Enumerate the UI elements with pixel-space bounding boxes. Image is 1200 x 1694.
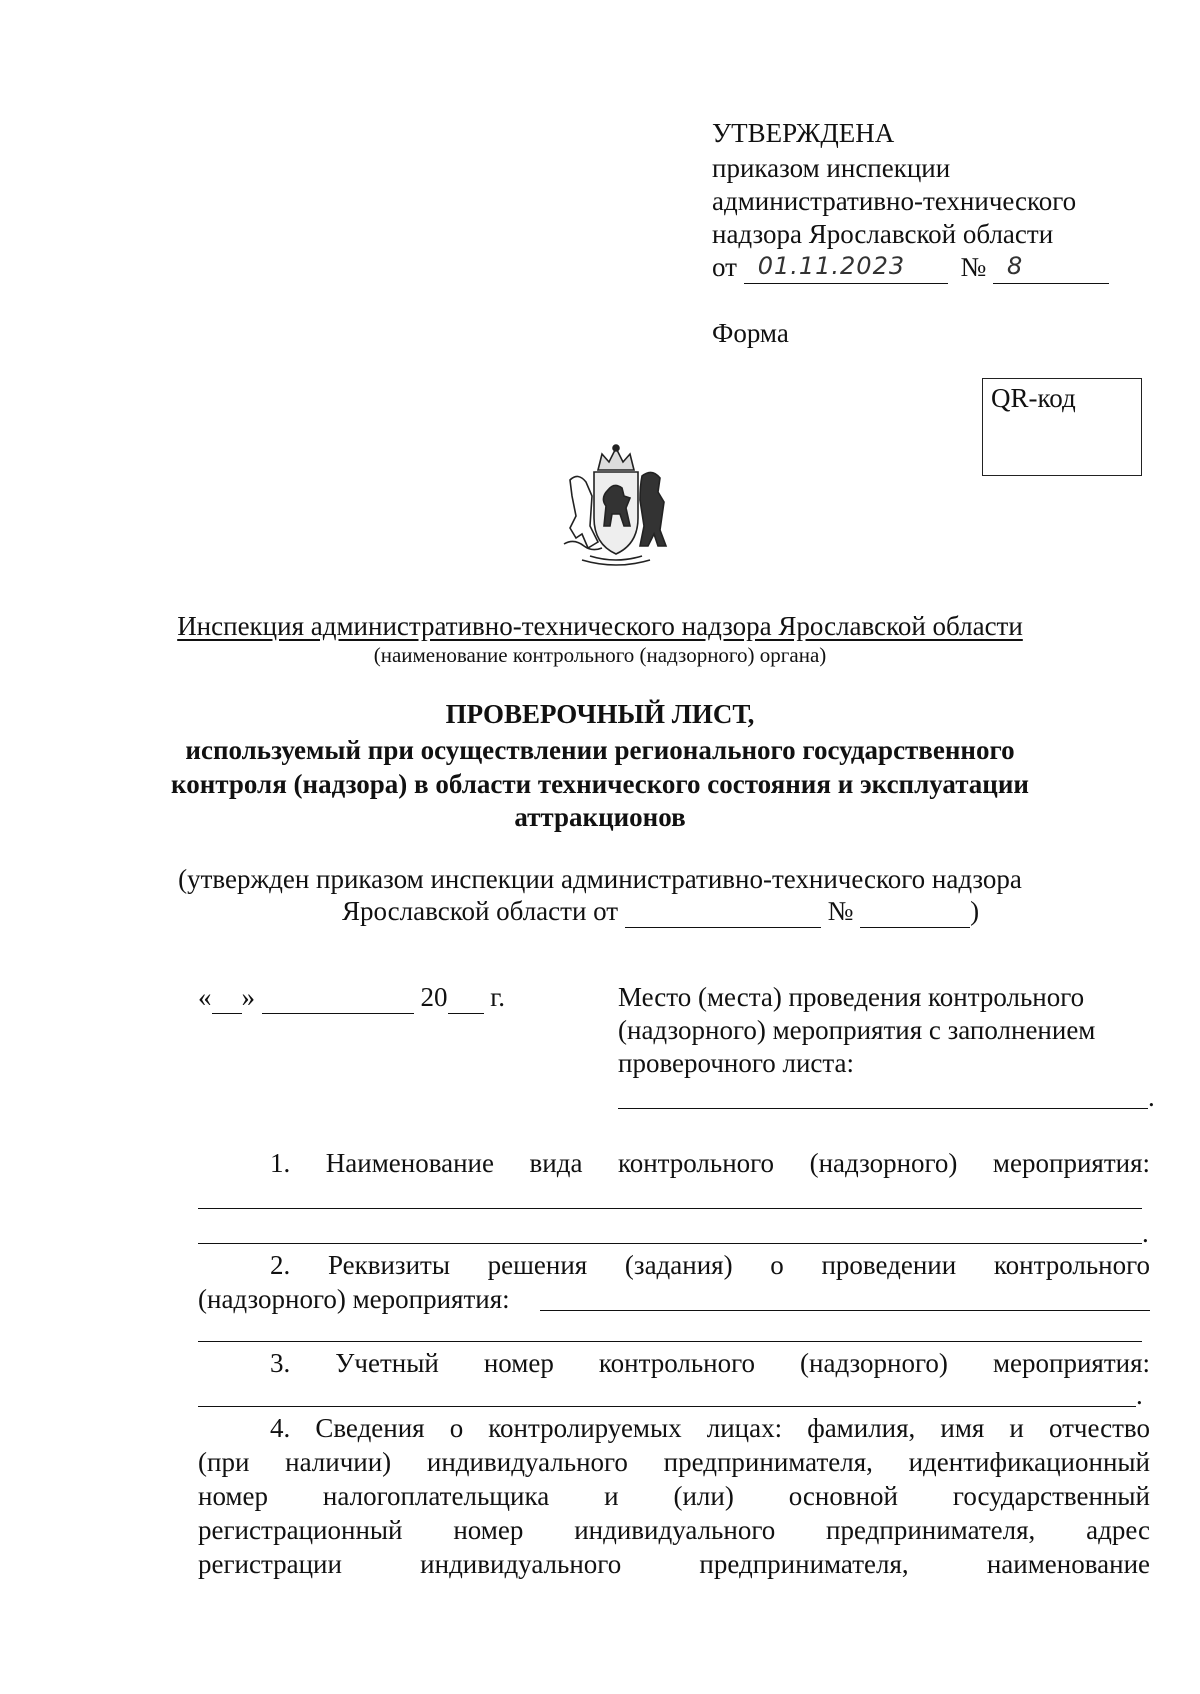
approval-date-field [744,253,948,284]
approved-note-number-blank [860,901,970,928]
place-line-3: проверочного листа: [618,1048,855,1078]
item-1-label: 1. Наименование вида контрольного (надзорного) мероприятия: [270,1148,1150,1178]
approval-date-row [712,250,1109,284]
item-3-label: 3. Учетный номер контрольного (надзорного) мероприятия: [270,1348,1150,1378]
place-blank-line [618,1108,1148,1109]
item-4-line-4: регистрационный номер индивидуального предпринимателя, адрес [198,1515,1150,1545]
item-4-line-1: 4. Сведения о контролируемых лицах: фамилия, имя и отчество [270,1413,1150,1443]
approved-note-date-blank [625,901,821,928]
item-3-period: . [1136,1380,1143,1410]
date-year-prefix: 20 [420,982,448,1012]
date-open-quote: « [198,982,212,1012]
date-year-suffix: г. [490,982,506,1012]
approved-note-line-1: (утвержден приказом инспекции административно-технического надзора [178,864,1022,894]
item-1-blank-line-2 [198,1243,1142,1244]
approval-date-handwritten: 01.11.2023 [757,252,906,280]
approved-note-prefix: Ярославской области от [342,896,619,926]
place-line-2: (надзорного) мероприятия с заполнением [618,1015,1096,1045]
item-4-line-5: регистрации индивидуального предпринимателя, наименование [198,1549,1150,1579]
item-1-period: . [1142,1218,1149,1248]
date-field [198,980,505,1014]
approval-line-3: надзора Ярославской области [712,219,1054,249]
form-label: Форма [712,318,789,348]
item-3-blank-line [198,1406,1136,1407]
item-2-blank-line-2 [198,1341,1142,1342]
document-subtitle-line-3: аттракционов [514,802,686,832]
approved-note-line-2 [342,894,979,928]
approval-number-handwritten: 8 [1006,252,1024,280]
date-close-quote: » [241,982,255,1012]
organization-caption: (наименование контрольного (надзорного) органа) [373,643,827,667]
approval-line-2: административно-технического [712,186,1077,216]
date-month-blank [262,987,414,1014]
item-4-line-2: (при наличии) индивидуального предпринимателя, идентификационный [198,1447,1150,1477]
item-1-blank-line-1 [198,1208,1142,1209]
approval-number-field [993,253,1109,284]
item-2-label-line-2: (надзорного) мероприятия: [198,1284,510,1314]
qr-code-box [982,378,1142,476]
approval-number-label: № [960,252,987,282]
item-4-line-3: номер налогоплательщика и (или) основной государственный [198,1481,1150,1511]
yaroslavl-coat-of-arms-icon [560,440,672,568]
document-subtitle-line-1: используемый при осуществлении регионального государственного [185,735,1015,765]
document-title: ПРОВЕРОЧНЫЙ ЛИСТ, [445,699,755,729]
approval-from-label: от [712,252,737,282]
item-2-blank-line-1 [540,1310,1150,1311]
item-2-label-line-1: 2. Реквизиты решения (задания) о проведении контрольного [270,1250,1150,1280]
approval-line-1: приказом инспекции [712,153,951,183]
document-subtitle-line-2: контроля (надзора) в области технического состояния и эксплуатации [171,769,1029,799]
approved-note-number-label: № [827,896,854,926]
place-line-1: Место (места) проведения контрольного [618,982,1085,1012]
approved-note-close: ) [970,896,980,926]
organization-name: Инспекция административно-технического надзора Ярославской области [177,611,1023,641]
date-year-blank [448,987,484,1014]
qr-code-label: QR-код [991,383,1076,413]
place-period: . [1148,1082,1155,1112]
approval-title: УТВЕРЖДЕНА [712,118,895,148]
date-day-blank [212,987,242,1014]
